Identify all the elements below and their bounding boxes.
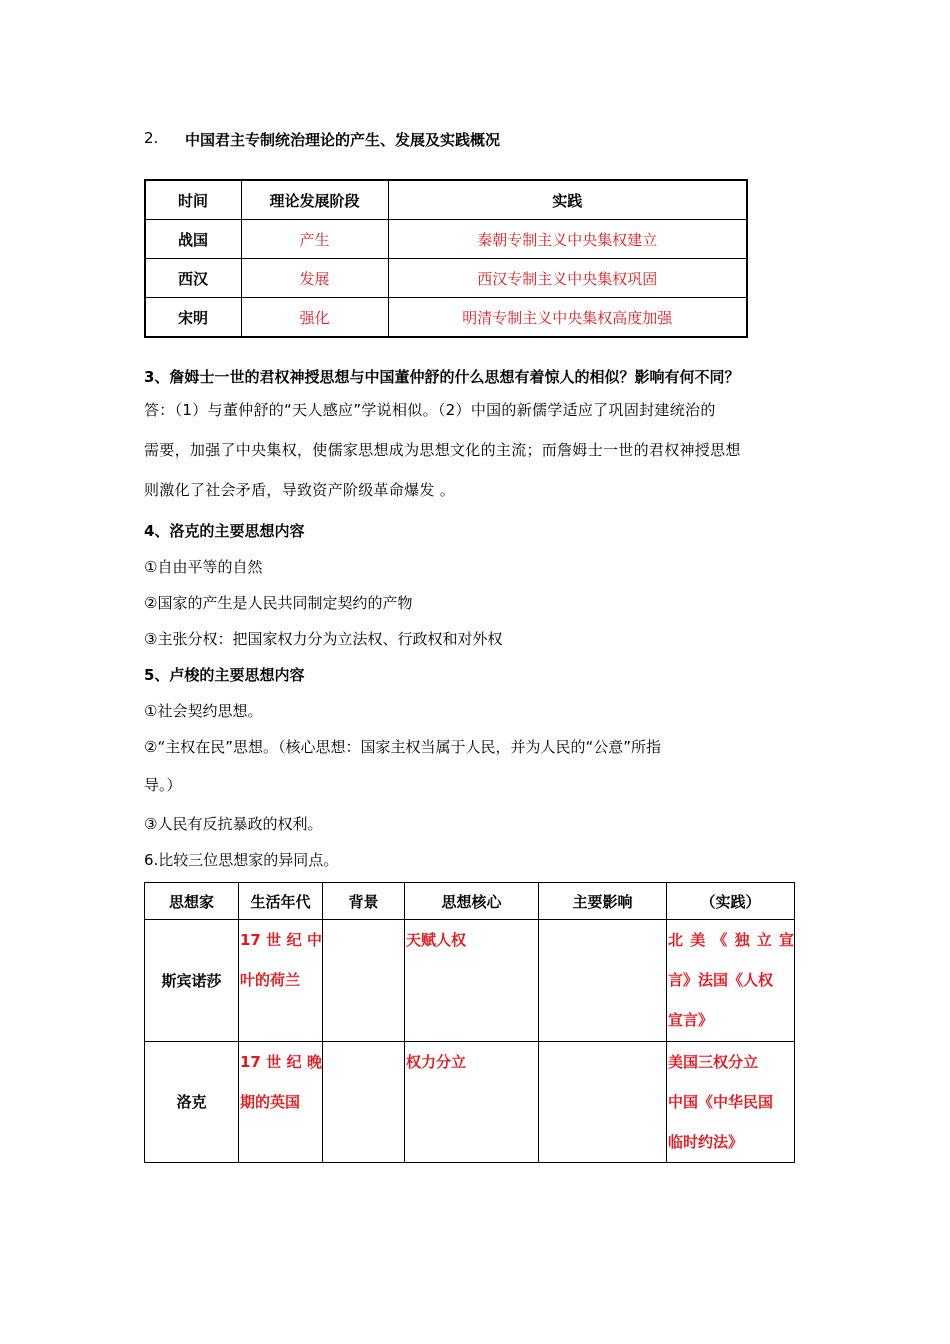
list-item: ①社会契约思想。 bbox=[144, 702, 263, 720]
era-line: 17 世 纪 晚 bbox=[240, 1053, 322, 1071]
header-cell: 主要影响 bbox=[539, 883, 667, 920]
influence-cell bbox=[539, 1042, 667, 1163]
list-item: ①自由平等的自然 bbox=[144, 558, 263, 576]
era-cell bbox=[239, 1042, 323, 1163]
list-item: ②“主权在民”思想。（核心思想：国家主权当属于人民，并为人民的“公意”所指 bbox=[144, 738, 662, 756]
list-item: ③人民有反抗暴政的权利。 bbox=[144, 815, 323, 833]
practice-cell: 西汉专制主义中央集权巩固 bbox=[388, 259, 747, 298]
practice-cell bbox=[667, 920, 795, 1042]
table-row bbox=[145, 1042, 795, 1163]
period-cell: 战国 bbox=[145, 220, 241, 259]
section-number: 2. bbox=[144, 129, 159, 147]
header-cell: 思想家 bbox=[145, 883, 239, 920]
practice-line: 宣言》 bbox=[668, 1011, 714, 1029]
stage-cell: 发展 bbox=[241, 259, 388, 298]
question-5-title: 5、卢梭的主要思想内容 bbox=[144, 666, 305, 684]
period-cell: 宋明 bbox=[145, 298, 241, 338]
core-cell: 天赋人权 bbox=[405, 920, 539, 1042]
list-item: ③主张分权：把国家权力分为立法权、行政权和对外权 bbox=[144, 630, 503, 648]
header-cell: 理论发展阶段 bbox=[241, 180, 388, 220]
stage-cell: 强化 bbox=[241, 298, 388, 338]
practice-line: 北 美 《 独 立 宣 bbox=[668, 931, 794, 949]
list-item-continuation: 导。） bbox=[144, 776, 182, 794]
section-title: 中国君主专制统治理论的产生、发展及实践概况 bbox=[185, 131, 501, 149]
influence-cell bbox=[539, 920, 667, 1042]
list-item: ②国家的产生是人民共同制定契约的产物 bbox=[144, 594, 413, 612]
table-row bbox=[145, 220, 747, 259]
practice-line: 临时约法》 bbox=[668, 1133, 744, 1151]
answer-3-line: 答：（1）与董仲舒的“天人感应”学说相似。（2）中国的新儒学适应了巩固封建统治的 bbox=[144, 401, 716, 419]
practice-line: 美国三权分立 bbox=[668, 1053, 759, 1071]
background-cell bbox=[323, 1042, 405, 1163]
header-cell: 实践 bbox=[388, 180, 747, 220]
header-cell: 时间 bbox=[145, 180, 241, 220]
header-cell: 背景 bbox=[323, 883, 405, 920]
table-row bbox=[145, 259, 747, 298]
background-cell bbox=[323, 920, 405, 1042]
header-cell: （实践） bbox=[667, 883, 795, 920]
practice-cell: 秦朝专制主义中央集权建立 bbox=[388, 220, 747, 259]
header-cell: 生活年代 bbox=[239, 883, 323, 920]
table-row bbox=[145, 920, 795, 1042]
core-cell: 权力分立 bbox=[405, 1042, 539, 1163]
era-cell bbox=[239, 920, 323, 1042]
question-3-title: 3、詹姆士一世的君权神授思想与中国董仲舒的什么思想有着惊人的相似？影响有何不同？ bbox=[144, 368, 740, 386]
table-header-row bbox=[145, 883, 795, 920]
answer-3-line: 需要，加强了中央集权，使儒家思想成为思想文化的主流；而詹姆士一世的君权神授思想 bbox=[144, 441, 741, 459]
practice-line: 中国《中华民国 bbox=[668, 1093, 774, 1111]
stage-cell: 产生 bbox=[241, 220, 388, 259]
thinker-name: 洛克 bbox=[145, 1042, 239, 1163]
table-row bbox=[145, 298, 747, 338]
practice-cell: 明清专制主义中央集权高度加强 bbox=[388, 298, 747, 338]
question-6-title: 6.比较三位思想家的异同点。 bbox=[144, 851, 339, 869]
practice-cell bbox=[667, 1042, 795, 1163]
autocracy-theory-table bbox=[144, 179, 748, 338]
thinkers-comparison-table bbox=[144, 882, 795, 1163]
header-cell: 思想核心 bbox=[405, 883, 539, 920]
era-line: 叶的荷兰 bbox=[240, 971, 301, 989]
period-cell: 西汉 bbox=[145, 259, 241, 298]
answer-3-line: 则激化了社会矛盾，导致资产阶级革命爆发 。 bbox=[144, 481, 456, 499]
question-4-title: 4、洛克的主要思想内容 bbox=[144, 522, 305, 540]
table-header-row bbox=[145, 180, 747, 220]
practice-line: 言》法国《人权 bbox=[668, 971, 774, 989]
thinker-name: 斯宾诺莎 bbox=[145, 920, 239, 1042]
era-line: 期的英国 bbox=[240, 1093, 301, 1111]
era-line: 17 世 纪 中 bbox=[240, 931, 322, 949]
